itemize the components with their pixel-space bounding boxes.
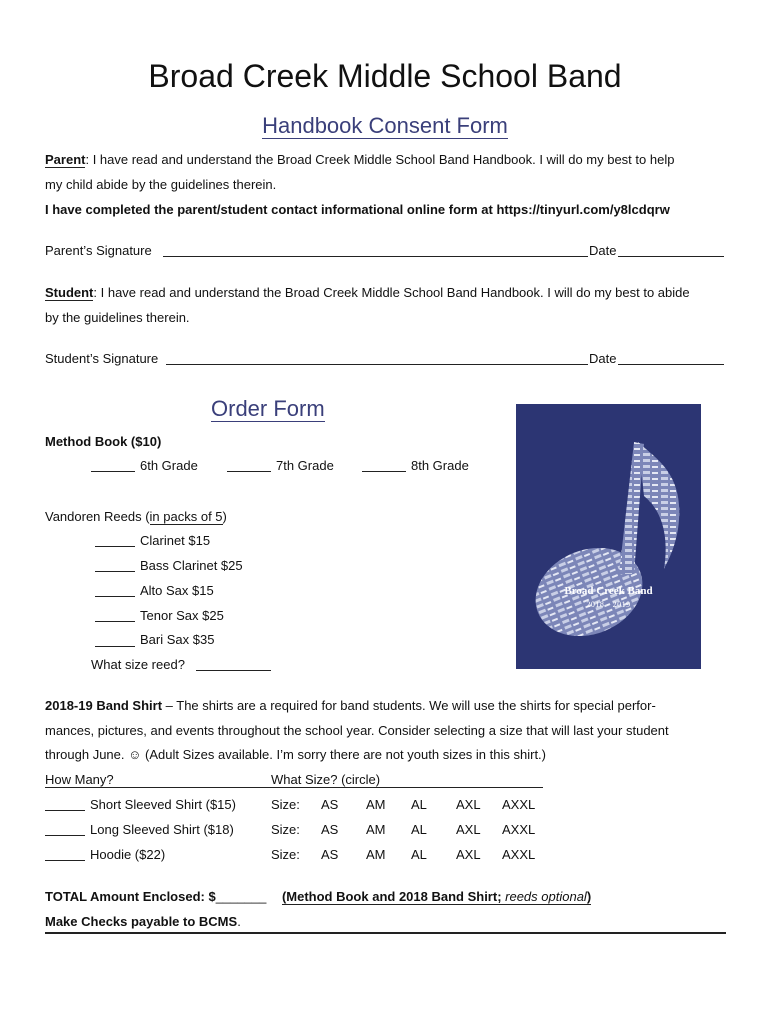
shirt-paragraph-line2: mances, pictures, and events throughout the school year. Consider selecting a size that will last your student [45,723,669,738]
size-label: Size: [271,822,300,837]
size-option-axl[interactable]: AXL [456,797,481,812]
long-sleeve-qty-blank[interactable] [45,835,85,836]
total-note-suffix: ) [586,889,592,904]
size-option-am[interactable]: AM [366,822,386,837]
reed-clarinet-blank[interactable] [95,546,135,547]
parent-text-1: : I have read and understand the Broad Creek Middle School Band Handbook. I will do my best to help [85,152,675,167]
total-line [45,889,591,905]
grade-7-label: 7th Grade [276,458,334,473]
reed-alto-sax-blank[interactable] [95,596,135,597]
shirt-header-rule [45,787,543,788]
reed-bass-clarinet-label: Bass Clarinet $25 [140,558,243,573]
reed-size-label: What size reed? [91,657,185,672]
order-heading [211,396,325,422]
student-statement-line2: by the guidelines therein. [45,310,190,325]
short-sleeve-label: Short Sleeved Shirt ($15) [90,797,236,812]
size-option-al[interactable]: AL [411,797,427,812]
reed-bari-sax-blank[interactable] [95,646,135,647]
parent-statement-line1 [45,152,674,168]
grade-8-blank[interactable] [362,471,406,472]
long-sleeve-label: Long Sleeved Shirt ($18) [90,822,234,837]
size-option-am[interactable]: AM [366,847,386,862]
size-option-axl[interactable]: AXL [456,822,481,837]
consent-heading-text: Handbook Consent Form [262,113,508,138]
size-label: Size: [271,847,300,862]
grade-8-label: 8th Grade [411,458,469,473]
size-option-as[interactable]: AS [321,797,339,812]
reed-tenor-sax-label: Tenor Sax $25 [140,608,224,623]
grade-6-label: 6th Grade [140,458,198,473]
reed-clarinet-label: Clarinet $15 [140,533,211,548]
reed-bari-sax-label: Bari Sax $35 [140,632,215,647]
consent-heading [0,113,770,139]
grade-7-blank[interactable] [227,471,271,472]
size-option-axxl[interactable]: AXXL [502,797,536,812]
col-how-many: How Many? [45,772,114,787]
hoodie-qty-blank[interactable] [45,860,85,861]
parent-signature-field[interactable] [163,256,588,257]
total-note-prefix: (Method Book and 2018 Band Shirt; [281,889,506,904]
checks-label: Make Checks payable to BCMS [45,914,238,929]
student-date-label: Date [589,351,617,366]
size-option-al[interactable]: AL [411,847,427,862]
student-text-1: : I have read and understand the Broad Creek Middle School Band Handbook. I will do my best to abide [93,285,690,300]
total-note [282,889,591,905]
order-heading-text: Order Form [211,396,325,421]
band-poster-image [516,404,701,669]
poster-title: Broad Creek Band [564,585,653,597]
reeds-label-text: Vandoren Reeds ( [45,509,150,524]
student-date-field[interactable] [618,364,724,365]
shirt-paragraph-line3: through June. ☺ (Adult Sizes available. I’m sorry there are not youth sizes in this shirt.) [45,747,546,762]
parent-signature-label: Parent’s Signature [45,243,152,258]
size-option-axxl[interactable]: AXXL [502,847,536,862]
reed-size-field[interactable] [196,670,271,671]
reed-bass-clarinet-blank[interactable] [95,571,135,572]
size-option-as[interactable]: AS [321,822,339,837]
reeds-label [45,509,227,525]
page-title: Broad Creek Middle School Band [148,58,622,94]
student-label: Student [45,285,94,300]
total-note-italic: reeds optional [505,889,587,904]
parent-statement-line2: my child abide by the guidelines therein. [45,177,277,192]
parent-date-field[interactable] [618,256,724,257]
parent-label: Parent [45,152,86,167]
reeds-close-paren: ) [222,509,227,524]
total-amount-field[interactable]: _______ [215,889,267,904]
col-what-size: What Size? (circle) [271,772,381,787]
short-sleeve-qty-blank[interactable] [45,810,85,811]
size-label: Size: [271,797,300,812]
size-option-axxl[interactable]: AXXL [502,822,536,837]
student-signature-label: Student’s Signature [45,351,159,366]
contact-form-line: I have completed the parent/student contact informational online form at https://tinyurl.com/y8lcdqrw [45,202,670,217]
parent-date-label: Date [589,243,617,258]
hoodie-label: Hoodie ($22) [90,847,166,862]
size-option-al[interactable]: AL [411,822,427,837]
size-option-am[interactable]: AM [366,797,386,812]
shirt-label: 2018-19 Band Shirt [45,698,163,713]
grade-6-blank[interactable] [91,471,135,472]
method-book-label: Method Book ($10) [45,434,162,449]
reed-alto-sax-label: Alto Sax $15 [140,583,214,598]
shirt-paragraph-line1 [45,698,656,713]
total-label: TOTAL Amount Enclosed: $ [45,889,216,904]
student-statement-line1 [45,285,690,301]
poster-year: 2018 - 2019 [586,600,631,609]
reed-tenor-sax-blank[interactable] [95,621,135,622]
student-signature-field[interactable] [166,364,588,365]
checks-line [45,914,241,929]
shirt-text-1: – The shirts are a required for band students. We will use the shirts for special perfor- [162,698,656,713]
checks-period: . [237,914,241,929]
reeds-pack-text: in packs of 5 [149,509,223,524]
bottom-rule [45,932,726,934]
music-note-icon [516,404,701,669]
size-option-as[interactable]: AS [321,847,339,862]
size-option-axl[interactable]: AXL [456,847,481,862]
